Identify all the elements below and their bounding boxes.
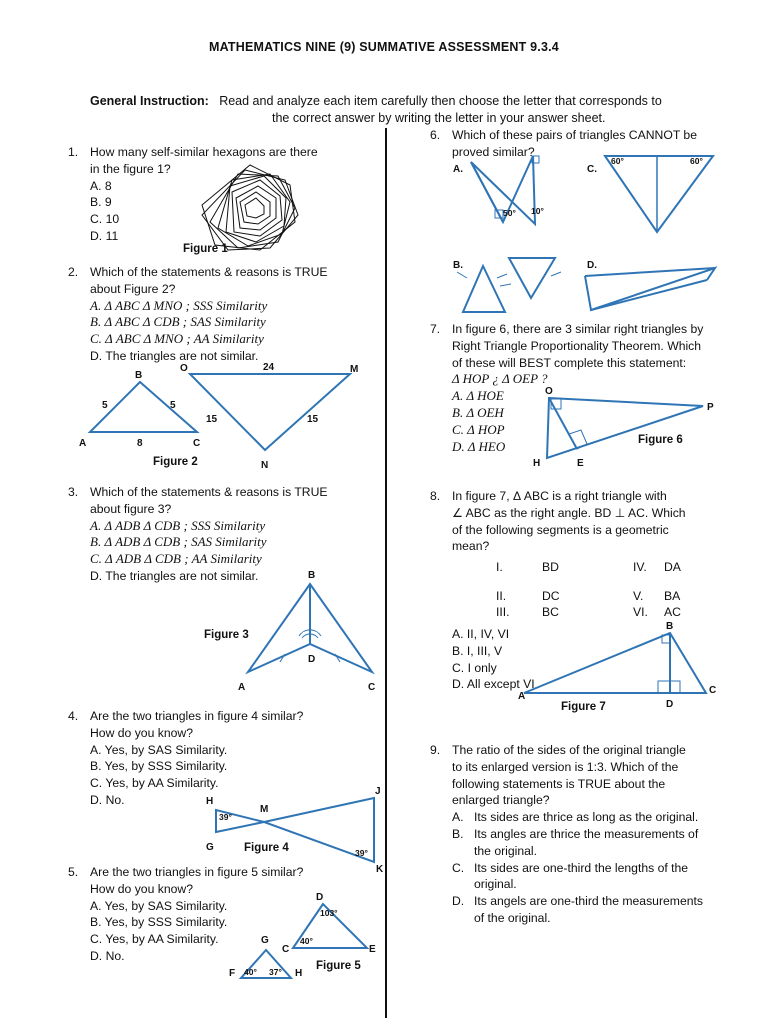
angle-10: 10°: [531, 206, 544, 216]
question-stem: Are the two triangles in figure 5 similar?: [90, 865, 304, 879]
angle-k: 39°: [355, 848, 368, 858]
figure-q6-diagrams: [445, 150, 735, 320]
segment: DC: [542, 589, 560, 603]
segment: AC: [664, 605, 681, 619]
option-a: A. Δ HOE: [452, 388, 504, 404]
option-d: D. 11: [90, 228, 119, 243]
question-2: [68, 264, 368, 365]
roman-label: I.: [496, 560, 503, 574]
option-d: [452, 893, 740, 927]
question-number: 7.: [430, 322, 441, 336]
option-c: C. Δ ABC Δ MNO ; AA Similarity: [90, 331, 264, 347]
vertex-b: B: [666, 621, 674, 632]
option-text: Its angles are thrice the measurements of: [474, 826, 699, 841]
vertex-d: D: [666, 699, 674, 710]
option-a-label: A.: [453, 164, 463, 175]
vertex-a: A: [79, 438, 87, 449]
question-number: 4.: [68, 709, 79, 723]
figure-7-diagram: [510, 615, 730, 715]
option-d: D. Δ HEO: [452, 438, 506, 454]
vertex-p: P: [707, 402, 714, 413]
vertex-f: F: [229, 968, 236, 979]
question-stem: in the figure 1?: [90, 161, 171, 176]
option-b: B. Δ ABC Δ CDB ; SAS Similarity: [90, 314, 266, 330]
vertex-k: K: [376, 864, 384, 872]
roman-list: [496, 559, 726, 620]
option-text: the original.: [474, 843, 538, 858]
option-a: A. II, IV, VI: [452, 627, 510, 641]
vertex-h: H: [533, 458, 541, 469]
question-stem: following statements is TRUE about the: [452, 776, 666, 791]
option-b: [452, 826, 740, 860]
question-stem: about figure 3?: [90, 501, 172, 516]
roman-row: [496, 559, 726, 588]
option-letter: D.: [452, 894, 465, 909]
question-number: 6.: [430, 128, 441, 142]
angle-c: 40°: [300, 936, 313, 946]
question-stem: Which of the statements & reasons is TRUE: [90, 265, 328, 279]
side-mn: 15: [307, 414, 319, 425]
question-stem: of these will BEST complete this statement:: [452, 355, 687, 370]
question-stem: about Figure 2?: [90, 281, 176, 296]
figure-5-caption: Figure 5: [316, 960, 361, 972]
option-text: Its angels are one-third the measurements: [474, 894, 703, 909]
option-d: D. The triangles are not similar.: [90, 348, 259, 363]
vertex-m: M: [350, 364, 359, 375]
angle-50: 50°: [503, 208, 516, 218]
vertex-b: B: [308, 570, 316, 581]
question-stem: Which of the statements & reasons is TRUE: [90, 485, 328, 499]
option-c: C. Δ HOP: [452, 421, 505, 437]
question-stem: ∠ ABC as the right angle. BD ⊥ AC. Which: [452, 505, 686, 520]
option-d: D. All except VI: [452, 677, 535, 692]
option-a: A. Yes, by SAS Similarity.: [90, 742, 228, 757]
vertex-o: O: [545, 386, 553, 397]
option-letter: A.: [452, 810, 464, 825]
side-bc: 5: [170, 400, 176, 411]
side-ac: 8: [137, 438, 143, 449]
vertex-e: E: [577, 458, 584, 469]
roman-label: V.: [633, 589, 644, 603]
option-b: B. 9: [90, 195, 112, 210]
vertex-h: H: [295, 968, 303, 979]
figure-3-caption: Figure 3: [204, 629, 249, 641]
figure-4-diagram: [200, 782, 390, 872]
option-d: D. No.: [90, 792, 125, 807]
option-text: of the original.: [474, 910, 551, 925]
option-letter: B.: [452, 826, 464, 841]
figure-2-caption: Figure 2: [153, 456, 198, 468]
vertex-d: D: [308, 654, 316, 665]
angle-d: 103°: [320, 908, 338, 918]
side-ab: 5: [102, 400, 108, 411]
roman-label: VI.: [633, 605, 648, 619]
question-stem: The ratio of the sides of the original triangle: [452, 743, 686, 757]
question-8: [430, 488, 730, 555]
question-stem: How do you know?: [90, 725, 193, 740]
option-d-label: D.: [587, 260, 597, 271]
question-number: 2.: [68, 265, 79, 279]
question-stem: enlarged triangle?: [452, 793, 550, 808]
option-a: A. Δ ADB Δ CDB ; SSS Similarity: [90, 517, 266, 533]
angle-60a: 60°: [611, 156, 624, 166]
option-a: A. 8: [90, 178, 112, 193]
question-stem: to its enlarged version is 1:3. Which of the: [452, 759, 679, 774]
angle-h: 39°: [219, 812, 232, 822]
question-number: 9.: [430, 743, 441, 757]
vertex-c: C: [709, 685, 717, 696]
figure-5-diagram: [225, 888, 385, 988]
question-number: 1.: [68, 145, 79, 159]
question-number: 5.: [68, 865, 79, 879]
option-c: C. Yes, by AA Similarity.: [90, 932, 219, 947]
question-stem: How many self-similar hexagons are there: [90, 145, 318, 159]
side-om: 24: [263, 362, 275, 373]
option-text: original.: [474, 877, 517, 892]
option-text: Its sides are thrice as long as the original.: [474, 810, 699, 825]
option-letter: C.: [452, 860, 465, 875]
instruction-label: General Instruction:: [90, 94, 209, 108]
vertex-a: A: [238, 682, 246, 693]
option-c-label: C.: [587, 164, 597, 175]
vertex-e: E: [369, 944, 376, 955]
option-a: [452, 809, 740, 826]
option-b: B. Δ OEH: [452, 404, 504, 420]
question-stem: proved similar?: [452, 144, 535, 159]
vertex-a: A: [518, 691, 526, 702]
instruction-line1: Read and analyze each item carefully then choose the letter that corresponds to: [219, 94, 662, 108]
figure-6-caption: Figure 6: [638, 434, 683, 446]
vertex-c: C: [193, 438, 201, 449]
figure-1-caption: Figure 1: [183, 243, 228, 255]
segment: DA: [664, 560, 681, 574]
roman-label: IV.: [633, 560, 647, 574]
angle-h: 37°: [269, 967, 282, 977]
option-b: B. Δ ADB Δ CDB ; SAS Similarity: [90, 534, 267, 550]
question-stem: In figure 6, there are 3 similar right triangles by: [452, 322, 704, 336]
page-title: MATHEMATICS NINE (9) SUMMATIVE ASSESSMENT 9.3.4: [209, 40, 559, 54]
option-b-label: B.: [453, 260, 463, 271]
option-b: B. I, III, V: [452, 643, 503, 658]
general-instruction: [90, 93, 730, 127]
instruction-line2: the correct answer by writing the letter in your answer sheet.: [272, 111, 606, 125]
option-d: D. No.: [90, 948, 125, 963]
option-c: C. Δ ADB Δ CDB ; AA Similarity: [90, 551, 262, 567]
segment: BD: [542, 560, 559, 574]
side-on: 15: [206, 414, 218, 425]
figure-4-caption: Figure 4: [244, 842, 289, 854]
vertex-j: J: [375, 786, 381, 797]
vertex-n: N: [261, 460, 269, 471]
figure-7-caption: Figure 7: [561, 701, 606, 713]
vertex-d: D: [316, 892, 324, 903]
figure-6-diagram: [525, 382, 725, 472]
vertex-g: G: [206, 842, 214, 853]
vertex-c: C: [282, 944, 290, 955]
vertex-g: G: [261, 935, 269, 946]
vertex-h: H: [206, 796, 214, 807]
vertex-m: M: [260, 804, 269, 815]
segment: BC: [542, 605, 559, 619]
question-stem: of the following segments is a geometric: [452, 522, 669, 537]
statement: Δ HOP ¿ Δ OEP ?: [452, 371, 548, 387]
angle-f: 40°: [244, 967, 257, 977]
figure-3-diagram: [230, 566, 390, 696]
question-9: [430, 742, 740, 927]
option-c: C. Yes, by AA Similarity.: [90, 776, 219, 791]
option-c: [452, 860, 740, 894]
option-c: C. 10: [90, 212, 120, 227]
option-b: B. Yes, by SSS Similarity.: [90, 759, 228, 774]
question-stem: Which of these pairs of triangles CANNOT be: [452, 128, 697, 142]
vertex-c: C: [368, 682, 376, 693]
roman-label: III.: [496, 605, 510, 619]
question-stem: Are the two triangles in figure 4 similar?: [90, 709, 304, 723]
option-a: A. Δ ABC Δ MNO ; SSS Similarity: [90, 297, 268, 313]
vertex-b: B: [135, 370, 143, 381]
option-text: Its sides are one-third the lengths of the: [474, 860, 689, 875]
question-stem: mean?: [452, 539, 490, 554]
figure-2-diagram: [75, 360, 375, 475]
question-stem: Right Triangle Proportionality Theorem. Which: [452, 338, 702, 353]
question-number: 3.: [68, 485, 79, 499]
option-a: A. Yes, by SAS Similarity.: [90, 898, 228, 913]
option-c: C. I only: [452, 660, 497, 675]
angle-60b: 60°: [690, 156, 703, 166]
question-stem: In figure 7, Δ ABC is a right triangle with: [452, 489, 667, 503]
option-b: B. Yes, by SSS Similarity.: [90, 915, 228, 930]
vertex-o: O: [180, 363, 188, 374]
option-d: D. The triangles are not similar.: [90, 568, 259, 583]
segment: BA: [664, 589, 681, 603]
roman-row: [496, 588, 726, 604]
question-stem: How do you know?: [90, 881, 193, 896]
question-number: 8.: [430, 489, 441, 503]
roman-label: II.: [496, 589, 507, 603]
